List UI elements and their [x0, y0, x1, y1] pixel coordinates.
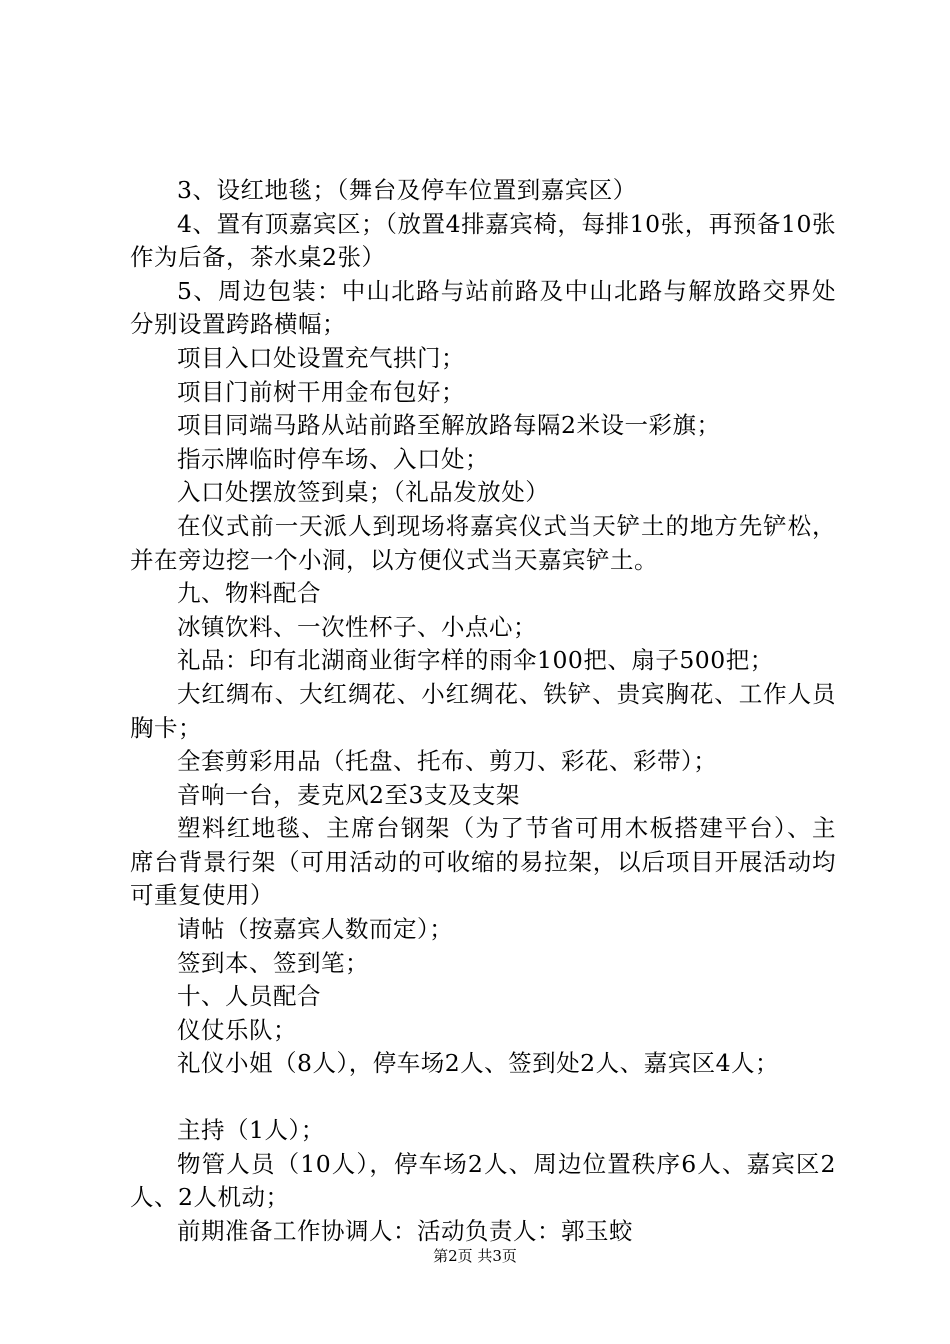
paragraph-hostesses: 礼仪小姐（8人），停车场2人、签到处2人、嘉宾区4人； — [177, 1049, 780, 1078]
paragraph-ribbon-cutting: 全套剪彩用品（托盘、托布、剪刀、彩花、彩带）； — [177, 747, 718, 776]
paragraph-stage: 塑料红地毯、主席台钢架（为了节省可用木板搭建平台）、主席台背景行架（可用活动的可收缩的易拉架，以后项目开展活动均可重复使用） — [130, 814, 836, 910]
paragraph-red-carpet: 3、设红地毯；（舞台及停车位置到嘉宾区） — [177, 176, 637, 204]
paragraph-flags: 项目同端马路从站前路至解放路每隔2米设一彩旗； — [177, 411, 721, 440]
section-heading-materials: 九、物料配合 — [177, 579, 321, 608]
paragraph-soil-prep: 在仪式前一天派人到现场将嘉宾仪式当天铲土的地方先铲松，并在旁边挖一个小洞，以方便仪式当天嘉宾铲土。 — [130, 511, 836, 574]
section-heading-staff: 十、人员配合 — [177, 982, 321, 1011]
paragraph-surroundings: 5、周边包装：中山北路与站前路及中山北路与解放路交界处分别设置跨路横幅； — [130, 276, 836, 339]
paragraph-guest-area: 4、置有顶嘉宾区；（放置4排嘉宾椅，每排10张，再预备10张作为后备，茶水桌2张） — [130, 209, 836, 272]
page-footer: 第2页 共3页 — [433, 1247, 517, 1265]
paragraph-property-staff: 物管人员（10人），停车场2人、周边位置秩序6人、嘉宾区2人、2人机动； — [130, 1149, 836, 1212]
paragraph-silk-items: 大红绸布、大红绸花、小红绸花、铁铲、贵宾胸花、工作人员胸卡； — [130, 679, 836, 742]
paragraph-drinks: 冰镇饮料、一次性杯子、小点心； — [177, 612, 537, 641]
document-body — [130, 174, 836, 1248]
paragraph-host: 主持（1人）； — [177, 1116, 325, 1145]
paragraph-gifts: 礼品：印有北湖商业街字样的雨伞100把、扇子500把； — [177, 646, 774, 675]
paragraph-entrance-arch: 项目入口处设置充气拱门； — [177, 343, 465, 372]
paragraph-signage: 指示牌临时停车场、入口处； — [177, 444, 489, 473]
paragraph-signin-desk: 入口处摆放签到桌；（礼品发放处） — [177, 478, 550, 507]
paragraph-audio: 音响一台，麦克风2至3支及支架 — [177, 780, 520, 809]
paragraph-invitations: 请帖（按嘉宾人数而定）； — [177, 915, 454, 944]
paragraph-signin-book: 签到本、签到笔； — [177, 948, 369, 977]
paragraph-tree-wrap: 项目门前树干用金布包好； — [177, 377, 465, 406]
paragraph-band: 仪仗乐队； — [177, 1015, 297, 1044]
paragraph-coordinator: 前期准备工作协调人：活动负责人：郭玉蛟 — [177, 1216, 633, 1245]
